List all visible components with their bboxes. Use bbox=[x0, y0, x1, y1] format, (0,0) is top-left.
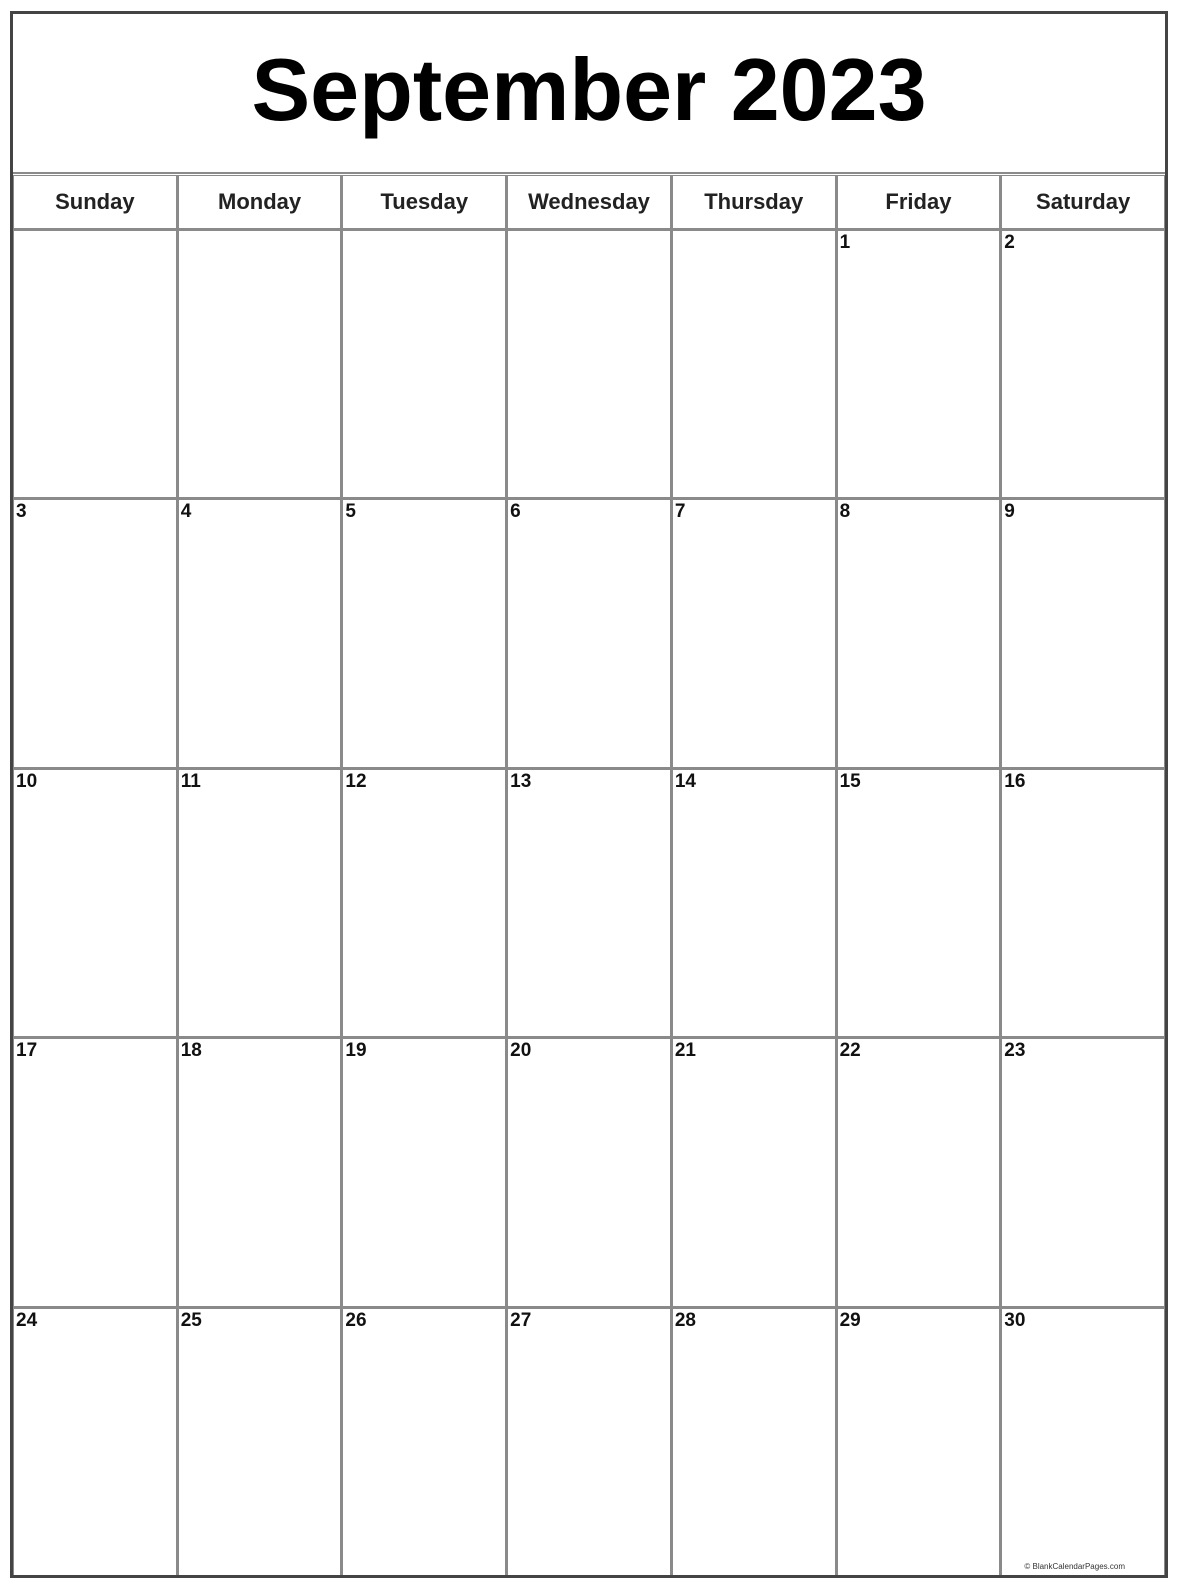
day-cell bbox=[508, 1309, 670, 1575]
day-cell bbox=[343, 1309, 505, 1575]
day-number: 10 bbox=[16, 770, 38, 792]
day-cell bbox=[1002, 231, 1164, 497]
day-number: 11 bbox=[180, 770, 201, 792]
day-cell bbox=[673, 1309, 835, 1575]
day-cell bbox=[343, 770, 505, 1036]
weekday-header-friday: Friday bbox=[838, 176, 1000, 228]
day-cell bbox=[838, 1309, 1000, 1575]
day-cell bbox=[838, 231, 1000, 497]
day-number: 23 bbox=[1004, 1040, 1026, 1062]
day-number: 24 bbox=[16, 1309, 38, 1331]
day-cell bbox=[1002, 500, 1164, 766]
day-number: 16 bbox=[1004, 770, 1026, 792]
day-number: 29 bbox=[839, 1309, 861, 1331]
day-number: 13 bbox=[510, 770, 532, 792]
calendar-grid bbox=[13, 175, 1165, 1575]
weekday-header-wednesday: Wednesday bbox=[508, 176, 670, 228]
day-cell bbox=[673, 1039, 835, 1305]
day-cell bbox=[14, 231, 176, 497]
day-cell bbox=[179, 231, 341, 497]
weekday-header-thursday: Thursday bbox=[673, 176, 835, 228]
weekday-header-saturday: Saturday bbox=[1002, 176, 1164, 228]
day-cell bbox=[179, 1039, 341, 1305]
day-number: 20 bbox=[510, 1040, 532, 1062]
day-cell bbox=[673, 500, 835, 766]
day-cell bbox=[508, 231, 670, 497]
day-cell bbox=[343, 1039, 505, 1305]
day-cell bbox=[14, 500, 176, 766]
page-title: September 2023 bbox=[251, 40, 927, 139]
day-number: 8 bbox=[839, 501, 851, 523]
day-cell bbox=[838, 770, 1000, 1036]
day-number: 9 bbox=[1004, 501, 1015, 523]
day-cell bbox=[838, 1039, 1000, 1305]
day-number: 4 bbox=[180, 501, 192, 523]
weekday-header-sunday: Sunday bbox=[14, 176, 176, 228]
day-cell bbox=[1002, 1039, 1164, 1305]
calendar-frame bbox=[10, 11, 1168, 1578]
day-cell bbox=[343, 231, 505, 497]
day-cell bbox=[508, 1039, 670, 1305]
day-cell bbox=[508, 770, 670, 1036]
day-number: 2 bbox=[1004, 232, 1015, 253]
title-box bbox=[13, 14, 1165, 174]
day-cell bbox=[14, 1039, 176, 1305]
day-number: 12 bbox=[345, 770, 367, 792]
day-number: 26 bbox=[345, 1309, 367, 1331]
day-number: 18 bbox=[180, 1040, 202, 1062]
day-number: 3 bbox=[16, 501, 27, 523]
day-number: 15 bbox=[839, 770, 861, 792]
day-cell bbox=[673, 231, 835, 497]
day-number: 14 bbox=[674, 770, 696, 792]
day-number: 25 bbox=[180, 1309, 202, 1331]
day-number: 27 bbox=[510, 1309, 532, 1331]
day-number: 22 bbox=[839, 1040, 861, 1062]
day-cell bbox=[179, 1309, 341, 1575]
day-number: 28 bbox=[674, 1309, 696, 1331]
day-number: 1 bbox=[839, 232, 851, 253]
day-number: 30 bbox=[1004, 1309, 1026, 1331]
day-number: 6 bbox=[510, 501, 521, 523]
day-number: 21 bbox=[674, 1040, 696, 1062]
day-cell bbox=[179, 770, 341, 1036]
day-cell bbox=[1002, 770, 1164, 1036]
weekday-header-tuesday: Tuesday bbox=[343, 176, 505, 228]
day-cell bbox=[14, 1309, 176, 1575]
copyright-credit: © BlankCalendarPages.com bbox=[1024, 1562, 1125, 1571]
weekday-header-monday: Monday bbox=[179, 176, 341, 228]
day-cell bbox=[1002, 1309, 1164, 1575]
day-number: 17 bbox=[16, 1040, 38, 1062]
day-cell bbox=[179, 500, 341, 766]
day-number: 19 bbox=[345, 1040, 367, 1062]
day-cell bbox=[838, 500, 1000, 766]
day-number: 5 bbox=[345, 501, 356, 523]
day-number: 7 bbox=[674, 501, 686, 523]
day-cell bbox=[343, 500, 505, 766]
day-cell bbox=[673, 770, 835, 1036]
day-cell bbox=[508, 500, 670, 766]
day-cell bbox=[14, 770, 176, 1036]
